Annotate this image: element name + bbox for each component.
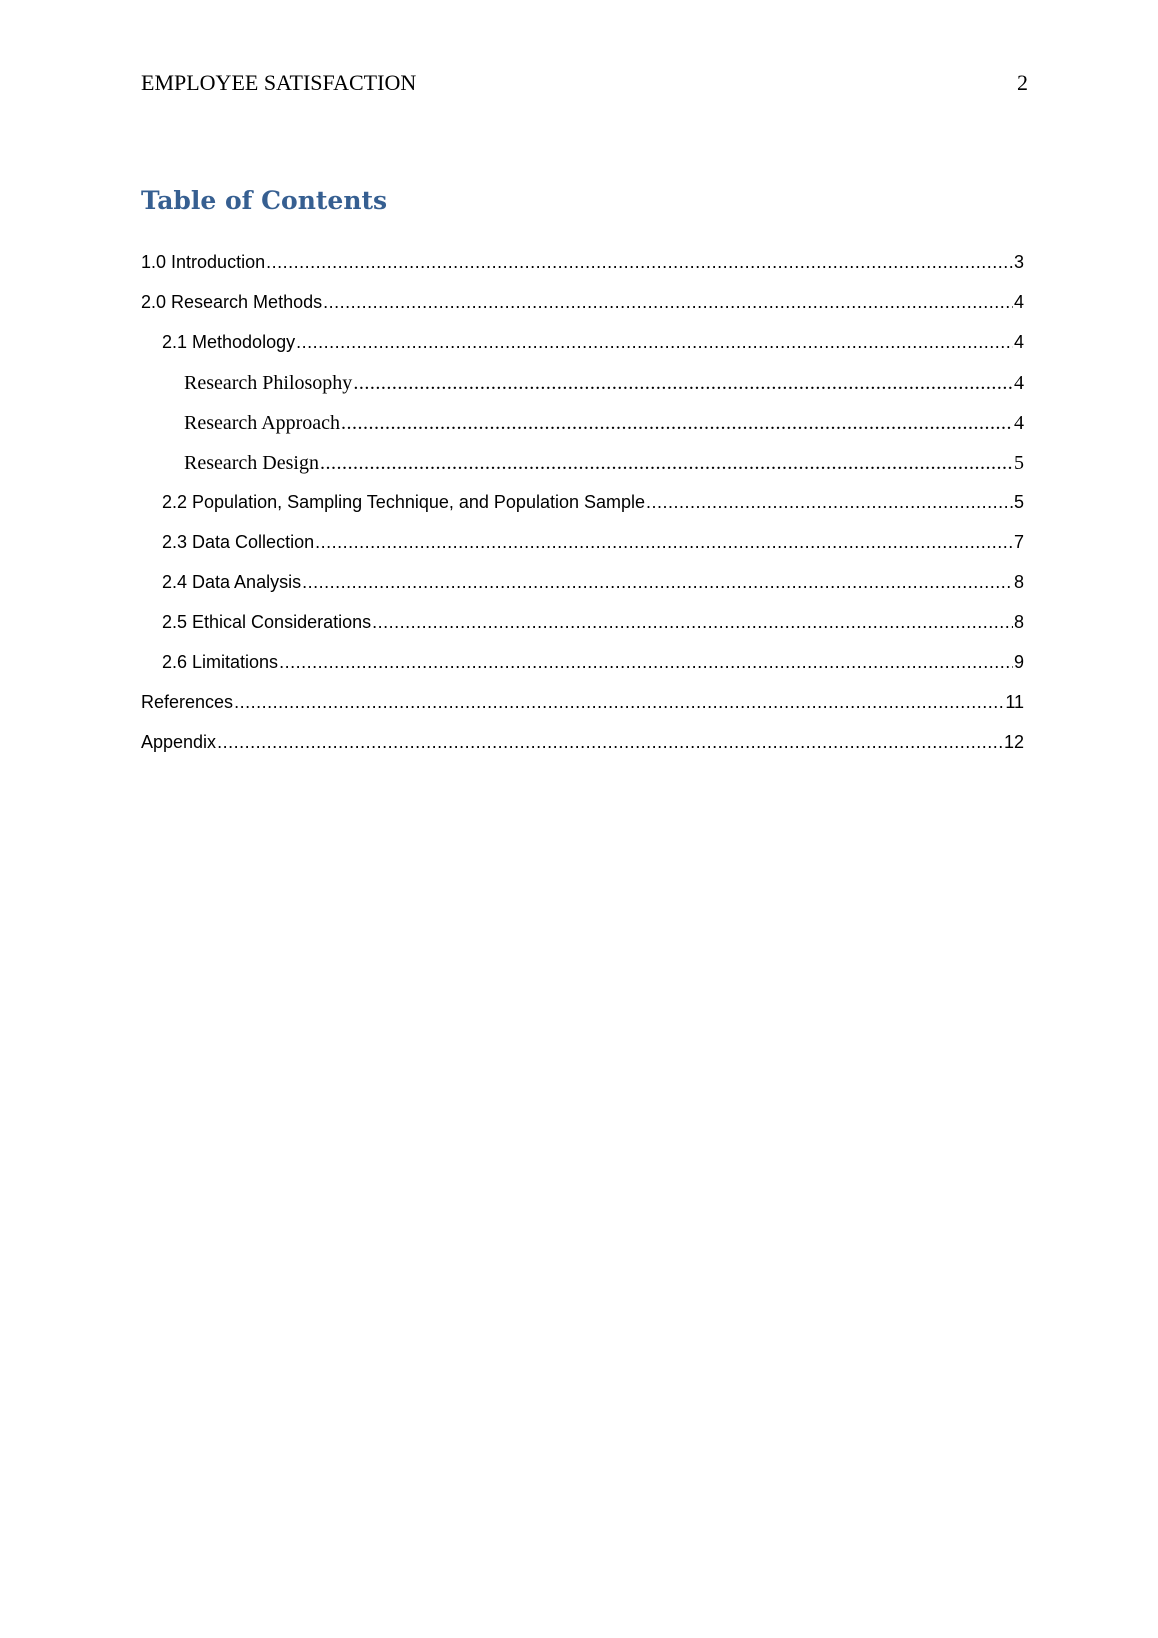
toc-entry-research-design[interactable]	[141, 452, 1024, 492]
toc-entry-label: Research Design	[184, 452, 319, 474]
toc-entry-page: 5	[1013, 492, 1024, 512]
toc-entry-label: 2.3 Data Collection	[162, 532, 315, 552]
toc-entry-page: 4	[1014, 412, 1024, 434]
toc-entry-references[interactable]	[141, 692, 1024, 732]
toc-entry-page: 12	[1003, 732, 1024, 752]
toc-entry-label: 2.5 Ethical Considerations	[162, 612, 372, 632]
toc-entry-data-collection[interactable]	[141, 532, 1024, 572]
toc-entry-research-philosophy[interactable]	[141, 372, 1024, 412]
toc-entry-label: Appendix	[141, 732, 217, 752]
toc-entry-label: References	[141, 692, 234, 712]
toc-entry-appendix[interactable]	[141, 732, 1024, 772]
dot-leader	[279, 652, 1013, 673]
dot-leader	[315, 532, 1013, 553]
toc-entry-page: 4	[1013, 292, 1024, 312]
dot-leader	[217, 732, 1003, 753]
toc-entry-page: 4	[1013, 332, 1024, 352]
toc-entry-population-sampling[interactable]	[141, 492, 1024, 532]
toc-entry-page: 9	[1013, 652, 1024, 672]
toc-entry-page: 8	[1013, 572, 1024, 592]
toc-entry-page: 5	[1014, 452, 1024, 474]
dot-leader	[341, 412, 1013, 435]
toc-entry-label: Research Philosophy	[184, 372, 353, 394]
toc-entry-page: 3	[1013, 252, 1024, 272]
dot-leader	[323, 292, 1013, 313]
dot-leader	[302, 572, 1013, 593]
toc-entry-label: 1.0 Introduction	[141, 252, 266, 272]
dot-leader	[266, 252, 1013, 273]
toc-entry-page: 4	[1014, 372, 1024, 394]
toc-entry-label: 2.6 Limitations	[162, 652, 279, 672]
toc-entry-page: 8	[1013, 612, 1024, 632]
toc-entry-data-analysis[interactable]	[141, 572, 1024, 612]
toc-entry-limitations[interactable]	[141, 652, 1024, 692]
table-of-contents	[141, 252, 1024, 772]
dot-leader	[372, 612, 1013, 633]
toc-entry-label: 2.1 Methodology	[162, 332, 296, 352]
running-head: EMPLOYEE SATISFACTION	[141, 70, 417, 95]
toc-entry-page: 11	[1005, 692, 1024, 712]
toc-entry-page: 7	[1013, 532, 1024, 552]
dot-leader	[646, 492, 1013, 513]
toc-entry-research-approach[interactable]	[141, 412, 1024, 452]
toc-title: Table of Contents	[141, 186, 388, 215]
dot-leader	[353, 372, 1013, 395]
toc-entry-ethical-considerations[interactable]	[141, 612, 1024, 652]
toc-entry-methodology[interactable]	[141, 332, 1024, 372]
toc-entry-label: 2.4 Data Analysis	[162, 572, 302, 592]
dot-leader	[234, 692, 1004, 713]
dot-leader	[296, 332, 1013, 353]
toc-entry-label: Research Approach	[184, 412, 341, 434]
dot-leader	[320, 452, 1013, 475]
toc-entry-label: 2.2 Population, Sampling Technique, and Population Sample	[162, 492, 646, 512]
page-header	[141, 70, 1028, 100]
toc-entry-label: 2.0 Research Methods	[141, 292, 323, 312]
toc-entry-research-methods[interactable]	[141, 292, 1024, 332]
toc-entry-introduction[interactable]	[141, 252, 1024, 292]
page-number: 2	[1017, 70, 1028, 95]
